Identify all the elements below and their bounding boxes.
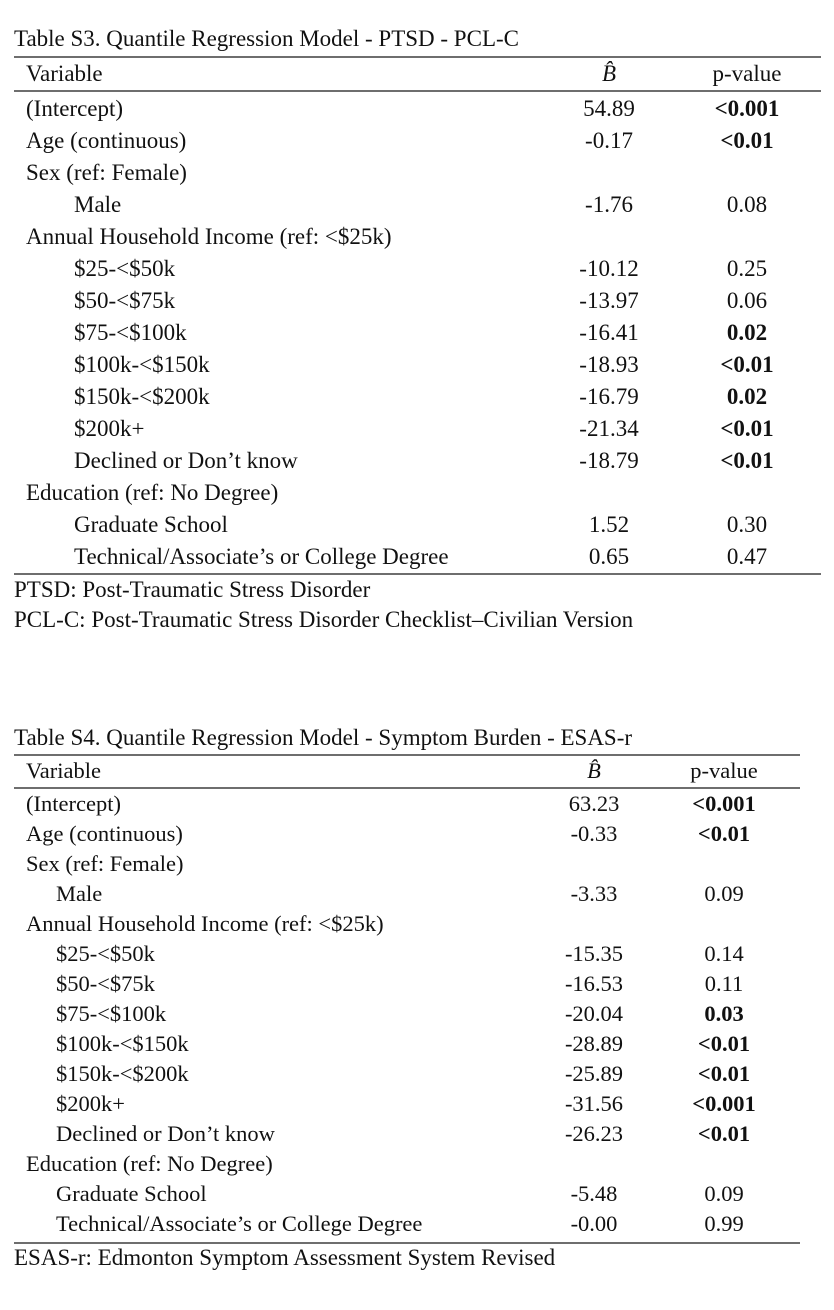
table-row [14, 157, 821, 189]
row-label: (Intercept) [26, 96, 124, 121]
row-label: Education (ref: No Degree) [26, 480, 279, 505]
table-row [14, 285, 821, 317]
table-row [14, 541, 821, 573]
table-row [14, 1059, 800, 1089]
table-s3-header-row [14, 58, 821, 90]
row-label: $100k-<$150k [74, 352, 210, 377]
table-s3-caption: Table S3. Quantile Regression Model - PTSD - PCL-C [14, 26, 519, 51]
row-label: $25-<$50k [74, 256, 176, 281]
table-row [14, 789, 800, 819]
row-pvalue: <0.001 [692, 791, 756, 816]
row-beta: -5.48 [570, 1181, 618, 1206]
row-pvalue: <0.01 [697, 1031, 751, 1056]
table-s3 [14, 58, 821, 90]
table-s4-note: ESAS-r: Edmonton Symptom Assessment System Revised [14, 1245, 556, 1270]
row-beta: -10.12 [579, 256, 639, 281]
table-s4 [14, 756, 800, 786]
table-row [14, 1029, 800, 1059]
row-label: (Intercept) [26, 791, 121, 816]
row-pvalue: 0.03 [704, 1001, 744, 1026]
row-label: $150k-<$200k [74, 384, 210, 409]
row-pvalue: 0.25 [726, 256, 768, 281]
table-s4-body [14, 789, 800, 1239]
row-pvalue: 0.47 [726, 544, 768, 569]
row-beta: -28.89 [564, 1031, 624, 1056]
header-beta: B̂ [587, 758, 601, 783]
row-beta: 1.52 [588, 512, 630, 537]
row-pvalue: <0.01 [697, 1121, 751, 1146]
row-pvalue: <0.01 [697, 821, 751, 846]
table-s3-header-rule [14, 90, 821, 92]
row-beta: -0.33 [570, 821, 618, 846]
table-row [14, 477, 821, 509]
row-beta: 63.23 [568, 791, 620, 816]
row-beta: -13.97 [579, 288, 639, 313]
table-row [14, 349, 821, 381]
row-pvalue: <0.01 [720, 448, 774, 473]
row-label: Male [74, 192, 122, 217]
table-row [14, 1089, 800, 1119]
row-pvalue: 0.02 [726, 384, 768, 409]
row-label: $200k+ [74, 416, 145, 441]
header-variable: Variable [26, 758, 101, 783]
row-pvalue: 0.06 [726, 288, 768, 313]
row-beta: -16.53 [564, 971, 624, 996]
row-pvalue: 0.99 [704, 1211, 744, 1236]
row-label: $200k+ [56, 1091, 125, 1116]
row-label: $50-<$75k [56, 971, 155, 996]
row-label: Technical/Associate’s or College Degree [56, 1211, 423, 1236]
header-pvalue: p-value [712, 61, 782, 86]
table-row [14, 909, 800, 939]
row-label: $25-<$50k [56, 941, 155, 966]
table-row [14, 999, 800, 1029]
row-label: Graduate School [56, 1181, 207, 1206]
row-beta: -0.17 [585, 128, 633, 153]
row-beta: -21.34 [579, 416, 639, 441]
row-beta: -18.79 [579, 448, 639, 473]
row-beta: -0.00 [570, 1211, 618, 1236]
table-row [14, 381, 821, 413]
table-row [14, 1119, 800, 1149]
row-pvalue: <0.01 [720, 352, 774, 377]
header-beta: B̂ [601, 61, 617, 86]
table-row [14, 879, 800, 909]
row-label: Declined or Don’t know [74, 448, 298, 473]
row-label: $75-<$100k [56, 1001, 167, 1026]
table-row [14, 969, 800, 999]
row-label: $150k-<$200k [56, 1061, 189, 1086]
row-label: Technical/Associate’s or College Degree [74, 544, 449, 569]
table-row [14, 509, 821, 541]
row-label: $100k-<$150k [56, 1031, 189, 1056]
row-pvalue: <0.01 [697, 1061, 751, 1086]
row-beta: -16.79 [579, 384, 639, 409]
table-row [14, 93, 821, 125]
row-pvalue: <0.001 [692, 1091, 756, 1116]
row-beta: -25.89 [564, 1061, 624, 1086]
row-beta: -16.41 [579, 320, 639, 345]
row-beta: 54.89 [583, 96, 635, 121]
table-row [14, 1209, 800, 1239]
row-label: Education (ref: No Degree) [26, 1151, 273, 1176]
row-pvalue: 0.02 [726, 320, 768, 345]
row-label: Sex (ref: Female) [26, 851, 184, 876]
row-beta: -18.93 [579, 352, 639, 377]
table-s4-header-row [14, 756, 800, 786]
row-pvalue: 0.14 [704, 941, 744, 966]
table-s3-note: PCL-C: Post-Traumatic Stress Disorder Checklist–Civilian Version [14, 607, 634, 632]
row-beta: -15.35 [564, 941, 624, 966]
row-label: Age (continuous) [26, 821, 183, 846]
row-label: Declined or Don’t know [56, 1121, 275, 1146]
table-row [14, 189, 821, 221]
row-beta: -3.33 [570, 881, 618, 906]
table-row [14, 819, 800, 849]
row-label: Age (continuous) [26, 128, 187, 153]
row-pvalue: <0.001 [714, 96, 780, 121]
table-s4-bottom-rule [14, 1242, 800, 1244]
table-s3-bottom-rule [14, 573, 821, 575]
row-beta: 0.65 [588, 544, 630, 569]
table-row [14, 1179, 800, 1209]
row-label: Male [56, 881, 103, 906]
row-label: Annual Household Income (ref: <$25k) [26, 224, 392, 249]
table-s3-note: PTSD: Post-Traumatic Stress Disorder [14, 577, 371, 602]
row-beta: -1.76 [585, 192, 633, 217]
row-label: Sex (ref: Female) [26, 160, 187, 185]
table-s3-body [14, 93, 821, 573]
table-row [14, 939, 800, 969]
row-pvalue: <0.01 [720, 416, 774, 441]
row-pvalue: 0.08 [726, 192, 768, 217]
header-variable: Variable [26, 61, 103, 86]
row-pvalue: <0.01 [720, 128, 774, 153]
row-pvalue: 0.09 [704, 1181, 744, 1206]
table-row [14, 221, 821, 253]
row-label: $75-<$100k [74, 320, 187, 345]
table-row [14, 849, 800, 879]
table-row [14, 253, 821, 285]
row-pvalue: 0.30 [726, 512, 768, 537]
table-row [14, 445, 821, 477]
row-beta: -26.23 [564, 1121, 624, 1146]
row-label: $50-<$75k [74, 288, 176, 313]
row-pvalue: 0.11 [704, 971, 744, 996]
table-row [14, 125, 821, 157]
row-label: Graduate School [74, 512, 228, 537]
row-label: Annual Household Income (ref: <$25k) [26, 911, 384, 936]
table-s4-caption: Table S4. Quantile Regression Model - Symptom Burden - ESAS-r [14, 725, 633, 750]
row-pvalue: 0.09 [704, 881, 744, 906]
header-pvalue: p-value [690, 758, 758, 783]
table-row [14, 1149, 800, 1179]
table-row [14, 413, 821, 445]
table-row [14, 317, 821, 349]
row-beta: -31.56 [564, 1091, 624, 1116]
row-beta: -20.04 [564, 1001, 624, 1026]
